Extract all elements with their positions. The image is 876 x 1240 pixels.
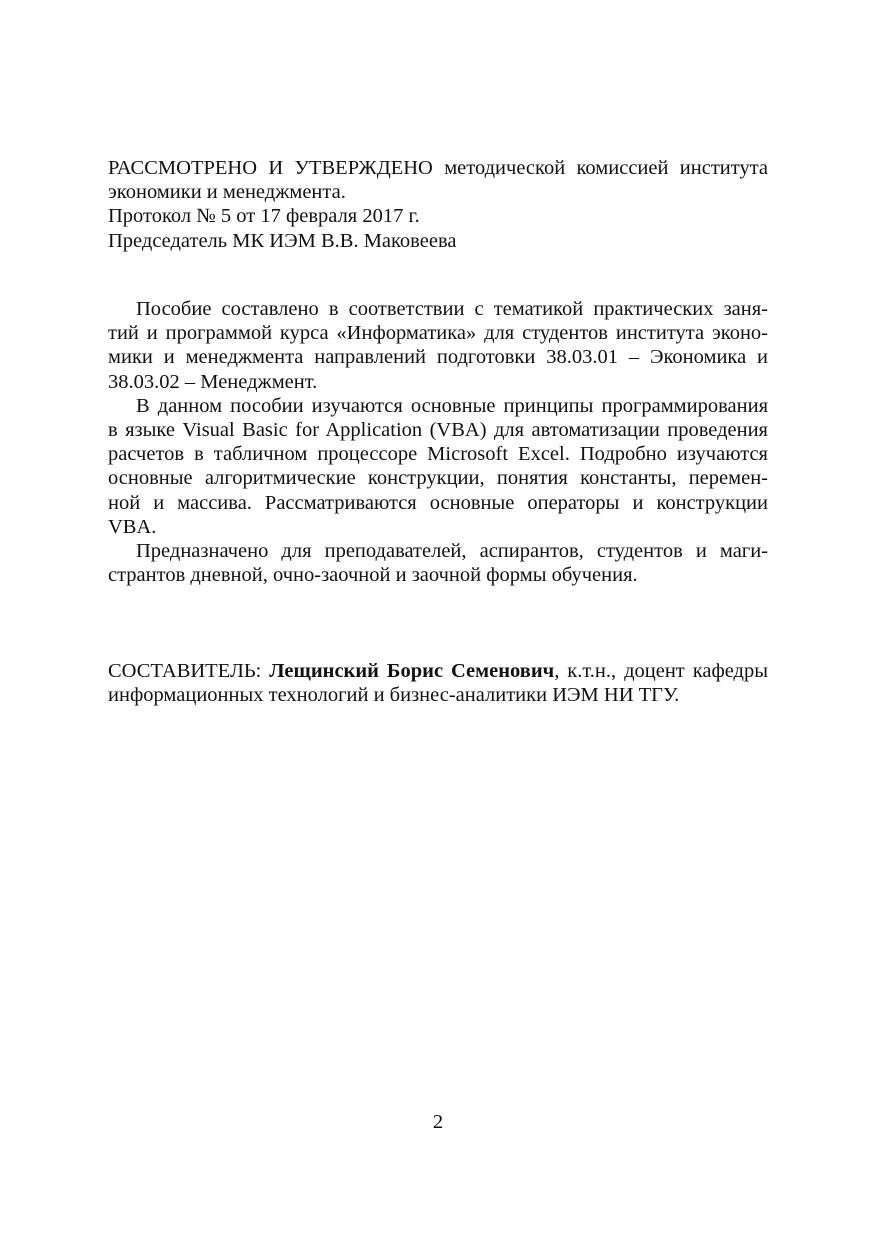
- abstract-paragraph-1: [108, 297, 768, 394]
- compiler-label: СОСТАВИТЕЛЬ:: [108, 660, 262, 682]
- abstract-p2-line-3: расчетов в табличном процессоре Microsoft Excel. Подробно изучаются: [108, 443, 768, 466]
- abstract-p2-line-1: В данном пособии изучаются основные принципы программирования: [136, 394, 768, 417]
- abstract-p1-line-2: тий и программой курса «Информатика» для студентов института эконо-: [108, 322, 768, 345]
- compiler-line-2: информационных технологий и бизнес-аналитики ИЭМ НИ ТГУ.: [108, 684, 680, 707]
- protocol-line: Протокол № 5 от 17 февраля 2017 г.: [108, 205, 420, 228]
- abstract-p2-line-2: в языке Visual Basic for Application (VBA) для автоматизации проведения: [108, 419, 768, 442]
- abstract-p1-line-4: 38.03.02 – Менеджмент.: [108, 370, 318, 393]
- abstract-p3-line-2: странтов дневной, очно-заочной и заочной формы обучения.: [108, 564, 638, 587]
- abstract-p2-line-6: VBA.: [108, 515, 157, 538]
- chair-line: Председатель МК ИЭМ В.В. Маковеева: [108, 229, 457, 252]
- abstract-paragraph-3: [108, 539, 768, 587]
- abstract-paragraph-2: [108, 394, 768, 539]
- approval-commission: методической комиссией института: [444, 157, 768, 179]
- compiler-name: Лещинский Борис Семенович: [269, 660, 555, 682]
- abstract-p1-line-1: Пособие составлено в соответствии с тематикой практических заня-: [136, 298, 768, 320]
- abstract-p1-line-3: мики и менеджмента направлений подготовки 38.03.01 – Экономика и: [108, 346, 768, 369]
- abstract-section: [108, 297, 768, 587]
- approval-lead: РАССМОТРЕНО И УТВЕРЖДЕНО: [108, 157, 433, 179]
- abstract-p3-line-1: Предназначено для преподавателей, аспирантов, студентов и маги-: [136, 540, 768, 563]
- compiler-credentials: , к.т.н., доцент кафедры: [554, 660, 769, 682]
- abstract-p2-line-4: основные алгоритмические конструкции, понятия константы, перемен-: [108, 467, 768, 490]
- page-number: 2: [432, 1111, 444, 1133]
- approval-section: [108, 156, 768, 253]
- approval-line-1: [108, 156, 768, 180]
- abstract-p2-line-5: ной и массива. Рассматриваются основные операторы и конструкции: [108, 491, 768, 514]
- approval-line-2: экономики и менеджмента.: [108, 181, 346, 204]
- compiler-section: [108, 659, 768, 707]
- compiler-line-1: [108, 659, 768, 683]
